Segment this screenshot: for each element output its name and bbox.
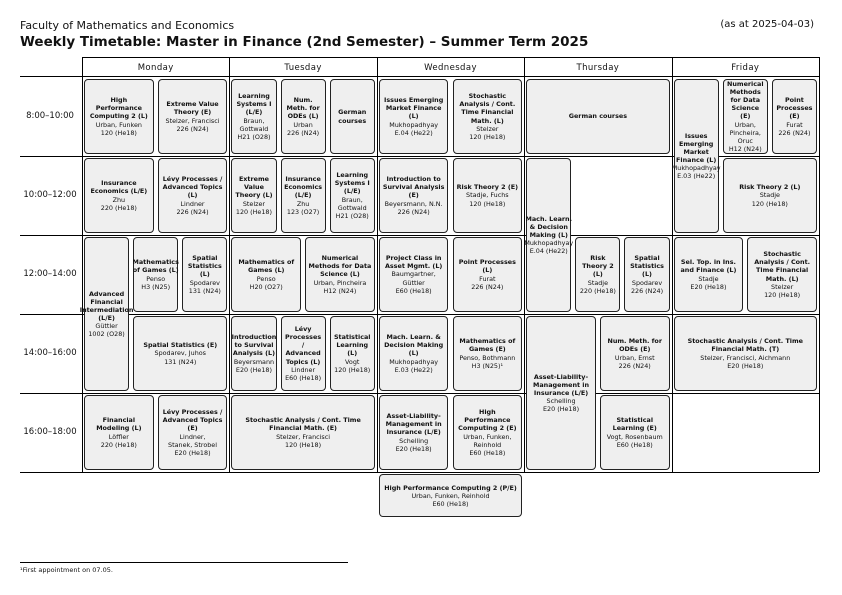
course-title: Sel. Top. in Ins. and Finance (L) [680,258,737,275]
course-detail: Zhu [296,199,310,208]
course-detail: Pincheira, [729,128,761,137]
course-detail: Lindner, [179,432,206,441]
course-block [723,79,768,154]
course-detail: 220 (He18) [100,440,137,449]
course-title: Learning Systems I (L/E) [334,171,370,196]
course-detail: H3 (N25) [141,282,171,291]
course-detail: 120 (He18) [100,128,137,137]
course-detail: 220 (He18) [579,286,616,295]
course-block [182,237,227,312]
course-title: Spatial Statistics (E) [143,341,218,350]
course-block [453,158,523,233]
course-block [600,395,670,470]
course-detail: 131 (N24) [164,357,197,366]
course-detail: 120 (He18) [334,365,371,374]
course-block [231,237,301,312]
course-detail: 120 (He18) [285,440,322,449]
course-detail: Furat [786,120,803,129]
row-rule [20,314,819,315]
course-detail: Penso [256,274,276,283]
course-block [379,474,522,517]
course-detail: Urban, Funken, [463,432,512,441]
day-rule [524,57,525,472]
course-text [306,254,374,294]
course-title: Mathematics of Games (L) [132,258,179,275]
faculty-name: Faculty of Mathematics and Economics [20,19,235,32]
course-detail: 120 (He18) [235,207,272,216]
course-text [232,175,275,215]
course-block [379,316,449,391]
course-detail: 226 (N24) [287,128,320,137]
course-text [670,132,723,181]
day-rule [672,57,673,472]
course-detail: Urban, Pincheira [313,278,367,287]
course-block [671,79,721,233]
course-detail: Stelzer, Francisci [165,116,220,125]
course-text [230,333,279,373]
day-header-monday: Monday [137,63,174,73]
course-detail: H12 (N24) [728,144,762,153]
course-block [305,237,375,312]
page-title: Weekly Timetable: Master in Finance (2nd Semester) – Summer Term 2025 [20,34,589,50]
row-rule [20,393,819,394]
grid-top-rule [82,57,819,58]
course-text [454,408,522,457]
course-block [79,237,134,391]
course-detail: Stelzer [476,124,499,133]
course-block [526,79,669,154]
course-title: Num. Meth. for ODEs (E) [607,337,662,354]
course-detail: 131 (N24) [188,286,221,295]
course-detail: Stelzer, Francisci [276,432,331,441]
footnote: ¹First appointment on 07.05. [20,566,113,574]
course-text [331,108,374,124]
course-block [330,158,375,233]
course-detail: Stanek, Strobel [168,440,217,449]
course-title: Stochastic Analysis / Cont. Time Financial Math. (T) [687,337,803,354]
course-title: German courses [568,112,628,121]
day-rule [229,57,230,472]
course-detail: E60 (He18) [616,440,653,449]
course-text [380,333,448,373]
course-block [624,237,669,312]
course-block [231,79,276,154]
course-title: Project Class in Asset Mgmt. (L) [384,254,443,271]
course-text [380,254,448,294]
course-text [454,258,522,290]
course-detail: 1002 (O28) [88,330,125,339]
course-title: Insurance Economics (L/E) [90,179,148,196]
course-text [159,100,227,132]
course-detail: Urban, Funken, Reinhold [411,491,490,500]
time-label: 12:00–14:00 [23,268,77,279]
course-detail: Güttler [402,278,425,287]
day-rule [819,57,820,472]
course-text [232,416,373,448]
course-block [379,158,449,233]
course-detail: 226 (N24) [618,361,651,370]
course-detail: 226 (N24) [630,286,664,295]
row-rule [20,235,819,236]
course-block [330,316,375,391]
course-title: Risk Theory 2 (L) [739,183,801,192]
course-title: Spatial Statistics (L) [187,254,222,279]
course-detail: 120 (He18) [764,290,801,299]
course-block [453,395,523,470]
course-detail: Lindner [291,365,316,374]
course-text [724,80,767,153]
course-text [601,416,669,448]
course-block [772,79,817,154]
course-title: Point Processes (E) [776,96,813,121]
course-title: Numerical Methods for Data Science (E) [727,80,764,121]
course-block [379,395,449,470]
course-detail: Stelzer, Francisci, Aichmann [700,353,791,362]
course-detail: Stelzer [771,282,794,291]
course-block [231,158,276,233]
course-title: Financial Modeling (L) [96,416,142,433]
course-detail: Gottwald [337,203,367,212]
day-header-tuesday: Tuesday [284,63,322,73]
course-block [158,79,228,154]
course-text [130,258,180,290]
course-block [231,316,276,391]
course-title: Point Processes (L) [458,258,516,275]
course-block [453,237,523,312]
course-title: Numerical Methods for Data Science (L) [308,254,372,279]
course-text [159,175,227,215]
course-detail: Urban, Ernst [614,353,655,362]
course-title: Mathematics of Games (L) [238,258,295,275]
course-detail: Braun, [341,195,363,204]
time-label: 8:00–10:00 [26,110,74,121]
course-title: Lévy Processes / Advanced Topics (L) [162,175,223,200]
course-block [600,316,670,391]
course-detail: Beyersmann, N.N. [384,199,443,208]
course-block [158,395,228,470]
course-detail: Stadje [587,278,609,287]
course-block [281,316,326,391]
course-detail: 120 (He18) [469,132,506,141]
course-detail: Schelling [546,397,576,406]
course-title: Learning Systems I (L/E) [236,92,272,117]
course-detail: Spodarev, Juhos [154,349,206,358]
course-detail: Mukhopadhyay [389,120,439,129]
course-detail: Stadje, Fuchs [466,191,509,200]
day-header-thursday: Thursday [576,63,620,73]
day-header-friday: Friday [731,63,760,73]
course-detail: H3 (N25)¹ [471,361,504,370]
course-title: Stochastic Analysis / Cont. Time Financial Math. (E) [245,416,361,433]
course-title: Lévy Processes / Advanced Topics (E) [162,408,223,433]
course-title: Spatial Statistics (L) [630,254,664,279]
row-rule [20,472,819,473]
course-block [158,158,228,233]
day-rule [82,57,83,472]
day-header-wednesday: Wednesday [424,63,477,73]
course-detail: Mukhopadhyay [524,239,574,248]
course-detail: Spodarev [631,278,663,287]
course-title: Asset-Liability-Management in Insurance (L/E) [385,412,442,437]
course-block [330,79,375,154]
course-text [773,96,816,136]
course-text [454,92,522,141]
course-detail: 226 (N24) [778,128,811,137]
course-text [527,373,595,413]
course-detail: Urban, [734,120,756,129]
course-detail: Penso [146,274,166,283]
course-detail: Mukhopadhyay [671,164,721,173]
course-detail: E.04 (He22) [529,247,568,256]
course-title: Mathematics of Games (E) [459,337,516,354]
course-title: Extreme Value Theory (E) [166,100,219,117]
course-block [379,237,449,312]
course-block [281,79,326,154]
course-text [601,337,669,369]
course-title: Introduction to Survival Analysis (L) [231,333,277,358]
course-text [522,215,575,255]
day-rule [377,57,378,472]
course-text [85,179,153,211]
course-title: Extreme Value Theory (L) [235,175,273,200]
course-detail: 226 (N24) [176,207,209,216]
course-detail: E20 (He18) [690,282,727,291]
course-title: German courses [338,108,367,125]
course-block [526,316,596,470]
time-label: 16:00–18:00 [23,426,77,437]
course-detail: Vogt [345,357,360,366]
course-block [281,158,326,233]
course-text [159,408,227,457]
course-detail: E60 (He18) [432,499,469,508]
course-detail: Löffler [108,432,129,441]
course-text [282,96,325,136]
course-detail: H21 (O28) [335,211,369,220]
course-detail: Lindner [180,199,205,208]
course-detail: Beyersmann [233,357,275,366]
course-title: Risk Theory 2 (E) [456,183,519,192]
course-detail: E20 (He18) [727,361,764,370]
course-text [282,175,325,215]
course-text [625,254,668,294]
course-detail: 120 (He18) [751,199,788,208]
course-text [282,325,325,382]
course-text [232,92,275,141]
course-text [331,333,374,373]
course-title: Statistical Learning (E) [612,416,657,433]
course-title: Insurance Economics (L/E) [284,175,323,200]
course-detail: Spodarev [189,278,220,287]
course-detail: E20 (He18) [543,405,580,414]
course-text [85,96,153,136]
course-block [133,316,227,391]
as-at-date: (as at 2025-04-03) [720,19,814,30]
course-title: Risk Theory 2 (L) [582,254,614,279]
course-block [231,395,374,470]
course-text [331,171,374,220]
course-title: Mach. Learn. & Decision Making (L) [525,214,573,239]
course-text [78,290,136,339]
course-text [380,412,448,452]
course-detail: Oruc [737,136,753,145]
course-title: High Performance Computing 2 (L) [89,96,148,121]
course-block [453,316,523,391]
course-detail: Penso, Bothmann [459,353,516,362]
course-text [748,250,816,299]
course-detail: Güttler [95,322,118,331]
course-block [575,237,620,312]
course-block [723,158,817,233]
course-block [674,237,744,312]
course-title: Num. Meth. for ODEs (L) [286,96,320,121]
course-detail: H12 (N24) [323,286,357,295]
course-detail: 220 (He18) [100,203,137,212]
course-block [524,158,574,312]
course-detail: Mukhopadhyay [389,357,439,366]
course-block [84,158,154,233]
course-text [382,484,519,508]
course-detail: Baumgartner, [391,270,436,279]
course-detail: Zhu [112,195,126,204]
course-detail: H21 (O28) [237,132,271,141]
course-title: Stochastic Analysis / Cont. Time Financial Math. (L) [754,250,811,283]
course-text [85,416,153,448]
course-detail: Urban [293,120,313,129]
course-detail: Furat [479,274,496,283]
course-title: Asset-Liability-Management in Insurance (L/E) [533,372,590,397]
course-detail: Braun, [243,116,265,125]
course-detail: Stelzer [242,199,266,208]
course-detail: H20 (O27) [249,282,283,291]
course-detail: Urban, Funken [95,120,142,129]
course-detail: 226 (N24) [471,282,504,291]
course-text [567,112,629,120]
course-text [675,337,816,369]
course-title: Issues Emerging Market Finance (L) [383,96,444,121]
course-detail: E60 (He18) [395,286,432,295]
course-detail: E20 (He18) [174,448,211,457]
course-block [133,237,178,312]
course-text [737,183,802,207]
course-block [379,79,449,154]
course-detail: Gottwald [239,124,269,133]
course-text [576,254,619,294]
course-detail: E60 (He18) [285,373,322,382]
course-detail: 123 (O27) [286,207,320,216]
course-title: Mach. Learn. & Decision Making (L) [384,333,444,358]
course-text [141,341,219,365]
course-title: Advanced Financial Intermediation (L/E) [79,289,134,322]
footnote-rule [20,562,348,563]
course-text [454,337,522,369]
course-detail: 120 (He18) [469,199,506,208]
course-detail: Vogt, Rosenbaum [606,432,663,441]
course-title: High Performance Computing 2 (E) [458,408,517,433]
course-block [453,79,523,154]
course-detail: E20 (He18) [235,365,272,374]
course-block [84,395,154,470]
course-detail: 226 (N24) [176,124,209,133]
course-detail: E.04 (He22) [394,128,433,137]
course-text [380,175,448,215]
course-block [747,237,817,312]
course-block [674,316,817,391]
course-detail: E.03 (He22) [677,172,716,181]
course-detail: Stadje [698,274,719,283]
course-detail: 226 (N24) [397,207,430,216]
course-text [380,96,448,136]
course-title: Stochastic Analysis / Cont. Time Financial Math. (L) [459,92,516,125]
course-title: Issues Emerging Market Finance (L) [676,131,717,164]
course-title: Introduction to Survival Analysis (E) [382,175,445,200]
course-text [183,254,226,294]
course-title: Lévy Processes / Advanced Topics (L) [285,325,322,366]
course-block [84,79,154,154]
time-label: 14:00–16:00 [23,347,77,358]
course-text [455,183,520,207]
course-text [675,258,743,290]
time-label: 10:00–12:00 [23,189,77,200]
course-title: High Performance Computing 2 (P/E) [384,483,517,492]
course-detail: E.03 (He22) [394,365,433,374]
course-detail: Stadje [759,191,780,200]
day-header-rule [20,76,819,77]
course-detail: Reinhold [473,440,502,449]
course-title: Statistical Learning (L) [333,333,371,358]
course-text [232,258,300,290]
course-detail: E20 (He18) [395,444,432,453]
course-detail: E60 (He18) [469,448,506,457]
course-detail: Schelling [399,436,429,445]
